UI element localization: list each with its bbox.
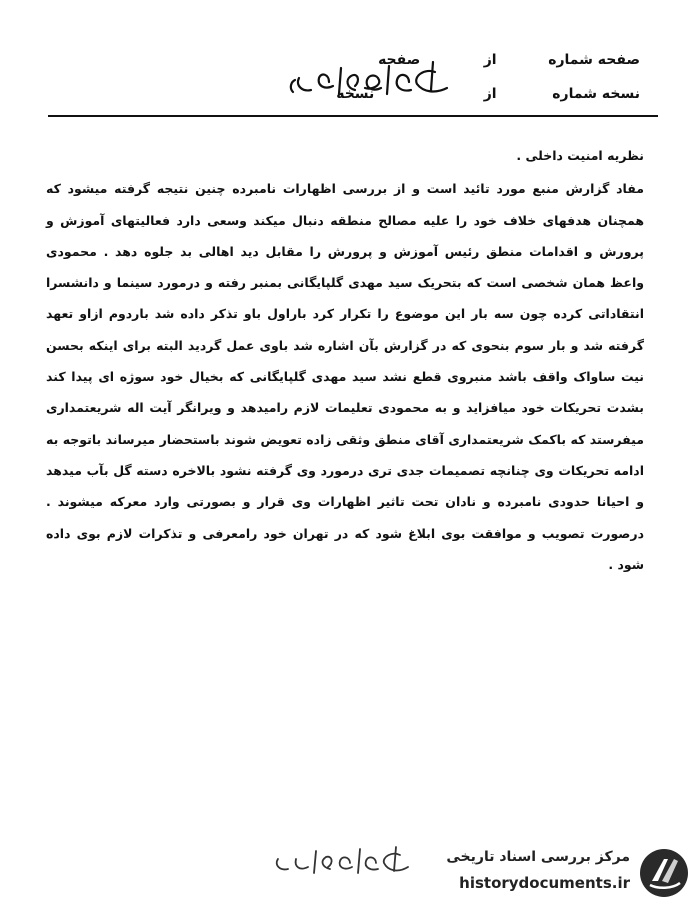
header-divider: [48, 115, 658, 117]
watermark-url: historydocuments.ir: [459, 874, 630, 892]
body-paragraph: مفاد گزارش منبع مورد تائید است و از بررسی اظهارات نامبرده چنین نتیجه گرفته میشود که همچنان هدفهای خلاف خود را علیه مصالح منطقه دنبال میکند وسعی دارد فعالیتهای آموزش و پرورش و اقدامات منطق رئیس آموزش و پرورش را مقابل دید اهالی بد جلوه دهد . محمودی واعظ همان شخصی است که بتحریک سید مهدی گلپایگانی بمنبر رفته و درمورد سینما و دانشسرا انتقاداتی کرده چون سه بار این موضوع را تکرار کرد باراول باو تذکر داده شد باردوم ازاو تعهد گرفته شد و بار سوم بنحوی که در گزارش بآن اشاره شد باوی عمل گردید البته برای اینکه بحسن نیت ساواک واقف باشد منبروی قطع نشد سید مهدی گلپایگانی که بخیال خود سوژه ای پیدا کند بشدت تحریکات خود میافزاید و به محمودی تعلیمات لازم رامیدهد و ویرانگر آیت اله شریعتمداری میفرستد که باکمک شریعتمداری آقای منطق وثقی زاده تعویض شوند باستحضار میرساند باتوجه به ادامه تحریکات وی چنانچه تصمیمات جدی تری درمورد وی گرفته نشود بالاخره دسته گل بآب میدهد و احیانا حدودی نامبرده و نادان تحت تاثیر اظهارات وی قرار و بصورتی وارد معرکه میشوند . درصورت تصویب و موافقت بوی ابلاغ شود که در تهران خود رامعرفی و تذکرات لازم بوی داده شود .: [46, 181, 644, 572]
page-number-label: صفحه شماره: [548, 52, 640, 68]
handwritten-stamp-top: [285, 58, 455, 102]
watermark: [390, 843, 690, 903]
from-label-2: از: [483, 86, 497, 102]
page-label: صفحه: [378, 52, 421, 68]
copy-number-label: نسخه شماره: [552, 86, 640, 102]
archive-logo-icon: [638, 847, 690, 899]
watermark-title: مرکز بررسی اسناد تاریخی: [446, 849, 630, 865]
subject-line: نظریه امنیت داخلی .: [516, 148, 644, 163]
copy-label: نسخه: [336, 86, 375, 102]
from-label-1: از: [483, 52, 497, 68]
letter-body: [46, 140, 644, 580]
